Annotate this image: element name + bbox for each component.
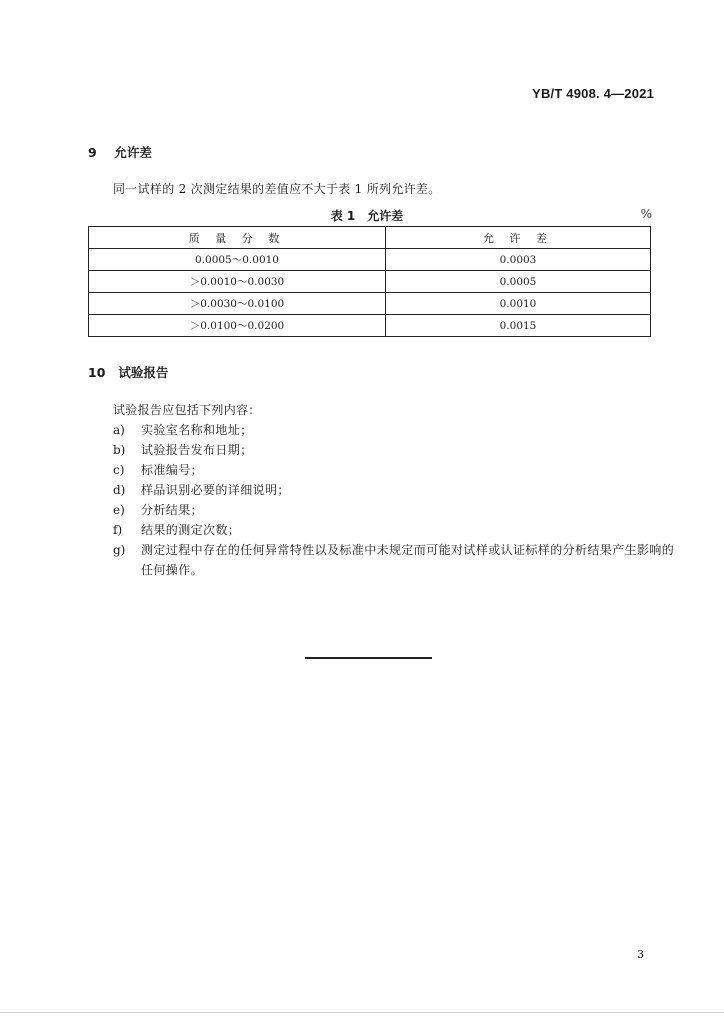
section-9-title: 允许差 (114, 145, 152, 160)
table-row (89, 315, 651, 337)
table-header-tolerance: 允 许 差 (386, 227, 651, 249)
list-item (113, 540, 681, 580)
section-9-text: 同一试样的 2 次测定结果的差值应不大于表 1 所列允许差。 (113, 182, 441, 196)
table-cell-tolerance: 0.0005 (386, 271, 651, 293)
list-item (113, 520, 681, 540)
list-item-text: 标准编号； (141, 463, 204, 477)
list-item-marker: b) (113, 443, 126, 457)
end-of-document-rule (305, 657, 432, 659)
table-header-mass-fraction: 质 量 分 数 (89, 227, 386, 249)
list-item-text: 试验报告发布日期； (141, 443, 253, 457)
table-row (89, 249, 651, 271)
table-1-unit: % (640, 207, 652, 221)
table-row (89, 293, 651, 315)
list-item (113, 500, 681, 520)
table-cell-mass-fraction: ＞0.0100～0.0200 (89, 315, 386, 337)
list-item (113, 420, 681, 440)
list-item (113, 480, 681, 500)
list-item-text: 实验室名称和地址； (141, 423, 253, 437)
list-item-text: 样品识别必要的详细说明； (141, 483, 290, 497)
list-item-text: 分析结果； (141, 503, 204, 517)
list-item-text: 结果的测定次数； (141, 523, 241, 537)
table-row (89, 271, 651, 293)
table-cell-tolerance: 0.0015 (386, 315, 651, 337)
list-item-marker: d) (113, 483, 126, 497)
list-item (113, 460, 681, 480)
table-cell-mass-fraction: ＞0.0030～0.0100 (89, 293, 386, 315)
table-cell-mass-fraction: ＞0.0010～0.0030 (89, 271, 386, 293)
table-1-caption: 表 1 允许差 (330, 209, 404, 223)
list-item-marker: g) (113, 543, 126, 557)
list-item-marker: c) (113, 463, 125, 477)
table-cell-mass-fraction: 0.0005～0.0010 (89, 249, 386, 271)
list-item-text: 测定过程中存在的任何异常特性以及标准中未规定而可能对试样或认证标样的分析结果产生影响的任何操作。 (141, 543, 675, 577)
table-cell-tolerance: 0.0010 (386, 293, 651, 315)
table-header-row (89, 227, 651, 249)
report-content-list (113, 420, 681, 580)
section-10-number: 10 (88, 365, 106, 380)
standard-code: YB/T 4908. 4—2021 (532, 86, 654, 101)
page-number: 3 (637, 948, 644, 961)
table-cell-tolerance: 0.0003 (386, 249, 651, 271)
section-10-intro: 试验报告应包括下列内容： (113, 403, 261, 417)
section-9-number: 9 (88, 145, 97, 160)
page-bottom-divider (0, 1012, 724, 1013)
list-item-marker: a) (113, 423, 125, 437)
list-item (113, 440, 681, 460)
section-10-title: 试验报告 (118, 365, 169, 380)
list-item-marker: e) (113, 503, 125, 517)
tolerance-table (88, 226, 651, 337)
list-item-marker: f) (113, 523, 123, 537)
section-9-heading (88, 143, 152, 161)
section-10-heading (88, 363, 168, 381)
